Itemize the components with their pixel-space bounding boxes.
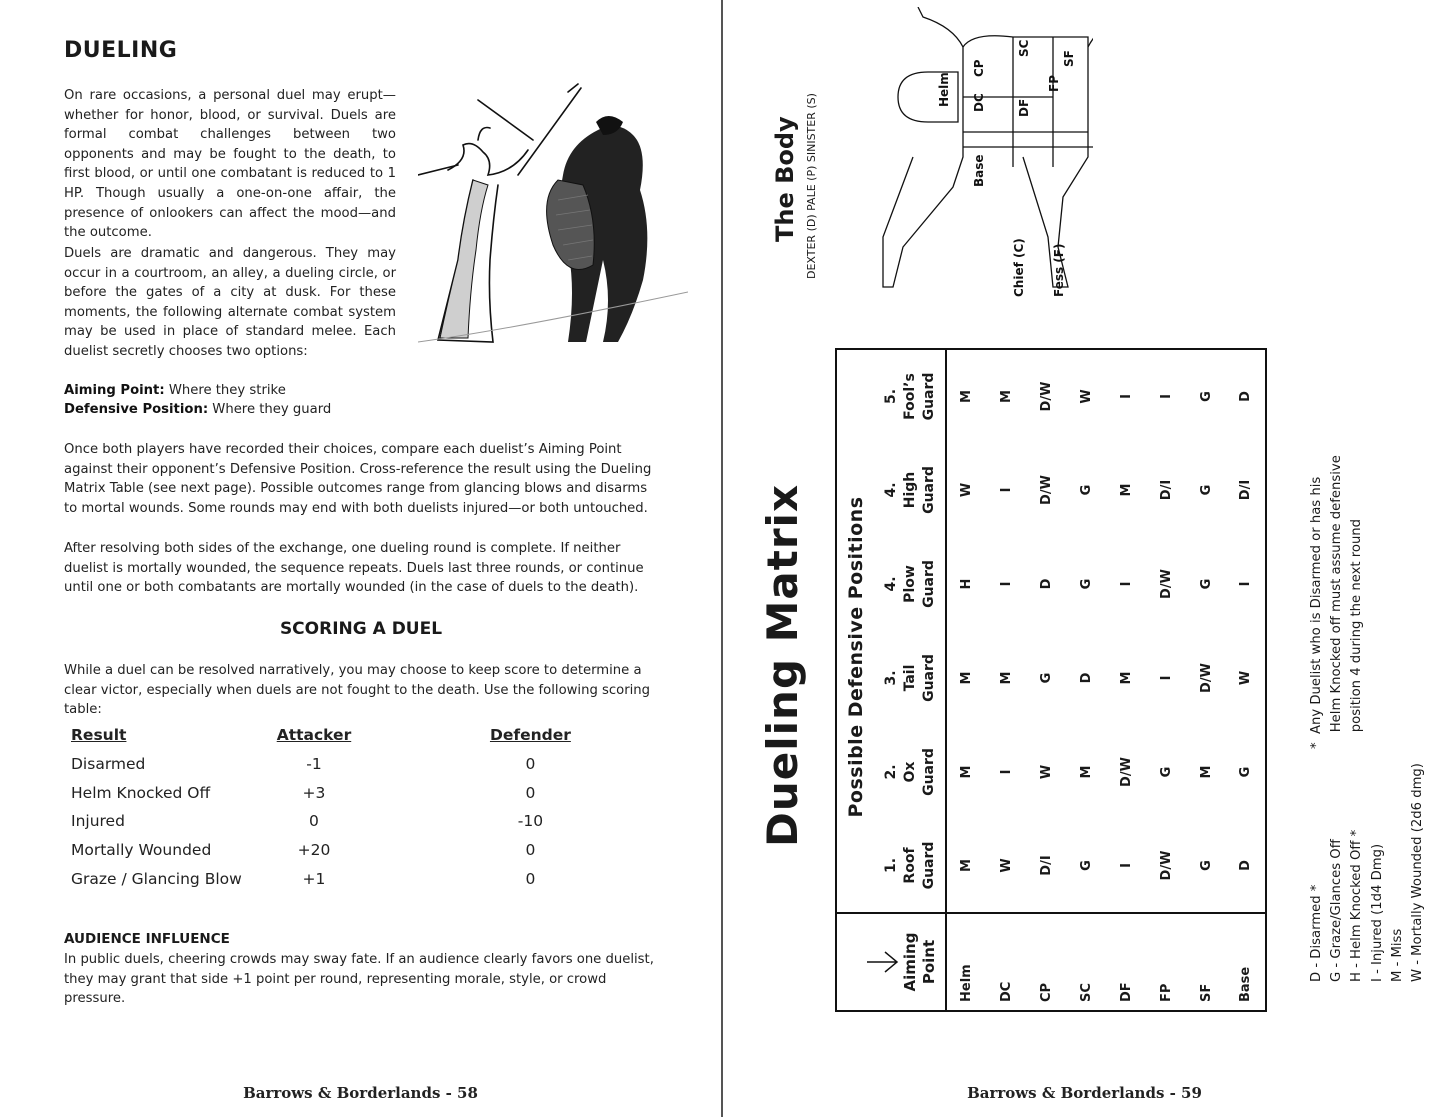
defender-cell: 0 [525,783,536,802]
table-row [1146,349,1186,1011]
defensive-position-line [64,400,658,420]
body-label-sc: SC [1017,39,1031,57]
row-label: CP [1026,913,1066,1011]
body-label-cp: CP [972,59,986,77]
audience-paragraph: In public duels, cheering crowds may sway fate. If an audience clearly favors one duelist, they may grant that side +1 point per round, representing morale, style, or crowd pressure. [64,952,654,1007]
matrix-cell: D [1238,860,1253,871]
matrix-cell: I [998,769,1014,775]
matrix-cell: D [1038,578,1054,590]
table-row [1186,349,1226,1011]
matrix-cell: G [1198,484,1214,496]
matrix-cell: I [1158,675,1174,681]
table-row [64,807,614,836]
matrix-cell: G [1158,766,1174,778]
attacker-cell: 0 [309,812,319,831]
matrix-cell: D/W [1038,381,1054,412]
aiming-point-line [64,381,658,401]
matrix-cell: M [998,671,1014,685]
matrix-cell: D/I [1038,855,1054,876]
dueling-matrix-table [835,348,1267,1012]
column-guard: Guard [921,748,937,796]
intro-paragraph: On rare occasions, a personal duel may erupt—whether for honor, blood, or survival. Duels are formal combat challenges between two opponents and may be fought to the death, to first blood, or until one combatant is reduced to 1 HP. Though usually a one-on-one affair, the presence of onlookers can affect the mood—and the outcome. [64,88,396,241]
matrix-cell: I [1118,394,1134,399]
column-guard: Guard [921,560,937,608]
matrix-cell: M [959,765,974,779]
defensive-positions-title: Possible Defensive Positions [845,496,867,818]
matrix-cell: M [959,390,974,403]
aiming-point-header [836,913,946,1011]
matrix-cell: G [1198,578,1214,590]
rotated-content [723,0,1446,1117]
matrix-cell: G [1078,578,1094,590]
header-defender: Defender [489,726,571,744]
note-line: position 4 during the next round [1349,518,1365,749]
aiming-point-text: Where they strike [164,383,286,398]
matrix-cell: G [1078,860,1094,871]
matrix-cell: D/I [1158,479,1174,501]
body-label-dc: DC [972,93,986,112]
column-name: Tail [902,664,918,692]
matrix-cell: G [1038,672,1054,684]
scoring-table [64,726,614,893]
matrix-cell: W [1238,670,1253,686]
defender-cell: 0 [525,869,536,888]
column-name: High [902,471,918,509]
matrix-cell: G [1198,391,1214,402]
column-guard: Guard [921,372,937,421]
row-label: Base [1226,913,1266,1011]
matrix-cell: M [1078,765,1094,779]
dueling-matrix-title: Dueling Matrix [758,483,807,847]
matrix-cell: G [1078,484,1094,496]
body-label-df: DF [1017,98,1031,117]
column-number: 2. [883,764,899,780]
attacker-cell: +1 [302,869,326,888]
body-label-fess: Fess (F) [1052,243,1066,297]
matrix-cell: I [1118,863,1134,868]
aiming-header-line-1: Aiming [901,932,919,992]
attacker-cell: -1 [306,755,322,774]
legend-item: H - Helm Knocked Off * [1349,829,1365,982]
result-cell: Injured [71,812,125,831]
matrix-cell: I [1158,394,1174,399]
column-guard: Guard [921,654,937,702]
row-label: Helm [946,913,986,1011]
matrix-cell: I [998,487,1014,493]
table-row [1226,349,1266,1011]
table-row [64,750,614,779]
table-row [64,779,614,808]
note-line: * Any Duelist who is Disarmed or has his [1309,476,1324,749]
matrix-cell: D/I [1238,479,1253,501]
matrix-cell: G [1238,766,1253,778]
scoring-title: SCORING A DUEL [279,619,443,639]
body-label-sf: SF [1062,50,1076,67]
audience-title: AUDIENCE INFLUENCE [64,931,230,947]
body-label-chief: Chief (C) [1012,238,1026,297]
table-row [1066,349,1106,1011]
matrix-cell: D [1238,391,1253,402]
scoring-table-header [64,726,614,750]
header-result: Result [71,726,127,744]
matrix-cell: W [959,482,974,498]
defender-cell: -10 [517,812,544,831]
matrix-cell: W [1078,389,1094,404]
duelists-illustration [418,80,688,345]
defender-cell: 0 [525,755,536,774]
matrix-cell: I [1118,581,1134,587]
column-name: Fool’s [902,373,918,420]
matrix-cell: D/W [1158,569,1174,599]
matrix-cell: M [959,671,974,685]
rounds-paragraph: After resolving both sides of the exchange, one dueling round is complete. If neither duelist is mortally wounded, the sequence repeats. Duels last three rounds, or continue until one or both combatants are mortally wounded (in the case of duels to the death). [64,541,644,596]
note-line: Helm Knocked off must assume defensive [1329,455,1345,749]
page-footer-right: Barrows & Borderlands - 59 [967,1084,1202,1102]
matrix-cell: M [959,859,974,872]
aiming-point-label: Aiming Point: [64,383,165,398]
matrix-cell: G [1198,860,1214,871]
matrix-cell: I [1238,581,1253,587]
matrix-cell: D/W [1158,850,1174,881]
table-row [1106,349,1146,1011]
table-row [64,836,614,865]
table-row [64,864,614,893]
body-title: The Body [771,116,799,242]
matrix-cell: M [1198,765,1214,779]
defensive-position-label: Defensive Position: [64,402,209,417]
matrix-cell: D/W [1198,663,1214,693]
duel-settings-paragraph: Duels are dramatic and dangerous. They may occur in a courtroom, an alley, a dueling circle, or before the gates of a city at dusk. For these moments, the following alternate combat system may be used in place of standard melee. Each duelist secretly chooses two options: [64,246,396,359]
matrix-cell: W [1038,764,1054,780]
matrix-cell: H [959,578,974,590]
body-label-base: Base [972,154,986,187]
column-number: 1. [883,857,899,874]
row-label: FP [1146,913,1186,1011]
page-footer-left: Barrows & Borderlands - 58 [243,1084,478,1102]
disarm-note [1307,455,1368,749]
column-name: Plow [902,565,918,603]
column-guard: Guard [921,841,937,890]
column-number: 4. [883,482,899,498]
legend-item: D - Disarmed * [1309,884,1324,982]
body-diagram [823,7,1093,307]
matrix-cell: D/W [1118,757,1134,787]
legend-item: W - Mortally Wounded (2d6 dmg) [1410,763,1426,982]
matrix-cell: I [998,581,1014,587]
row-label: SF [1186,913,1226,1011]
resolution-paragraph: Once both players have recorded their choices, compare each duelist’s Aiming Point against their opponent’s Defensive Position. Cross-reference the result using the Dueling Matrix Table (see next page). Possible outcomes range from glancing blows and disarms to mortal wounds. Some rounds may end with both duelists injured—or both untouched. [64,442,652,516]
defender-cell: 0 [525,841,536,860]
row-label: SC [1066,913,1106,1011]
table-row [946,349,986,1011]
attacker-cell: +20 [297,841,331,860]
attacker-cell: +3 [302,783,326,802]
result-cell: Mortally Wounded [71,841,212,860]
aiming-header-line-2: Point [920,939,938,985]
body-label-helm: Helm [937,72,951,107]
column-number: 4. [883,576,899,592]
arrow-down-icon [867,951,899,973]
table-row [1026,349,1066,1011]
left-page [0,0,721,1117]
matrix-cell: W [998,858,1014,873]
defensive-position-text: Where they guard [208,402,332,417]
column-name: Roof [902,847,918,884]
scoring-paragraph: While a duel can be resolved narratively, you may choose to keep score to determine a clear victor, especially when duels are not fought to the death. Use the following scoring table: [64,663,651,718]
column-name: Ox [902,761,918,783]
body-label-fp: FP [1047,75,1061,92]
legend-item: G - Graze/Glances Off [1329,839,1345,982]
matrix-cell: D/W [1038,475,1054,505]
column-number: 3. [883,670,899,686]
header-attacker: Attacker [276,726,352,744]
row-label: DF [1106,913,1146,1011]
matrix-cell: D [1078,672,1094,684]
legend-item: M - Miss [1389,928,1405,982]
column-number: 5. [883,388,899,405]
result-cell: Disarmed [71,755,146,774]
column-guard: Guard [921,466,937,514]
result-cell: Helm Knocked Off [71,783,211,802]
result-cell: Graze / Glancing Blow [71,869,242,888]
matrix-cell: M [1118,671,1134,685]
legend-item: I - Injured (1d4 Dmg) [1369,843,1385,982]
matrix-cell: M [1118,483,1134,497]
matrix-cell: M [998,390,1014,403]
row-label: DC [986,913,1026,1011]
right-page [723,0,1446,1117]
table-row [986,349,1026,1011]
body-subtitle: DEXTER (D) PALE (P) SINISTER (S) [805,93,818,279]
matrix-legend [1307,763,1428,982]
dueling-title: DUELING [64,38,178,63]
